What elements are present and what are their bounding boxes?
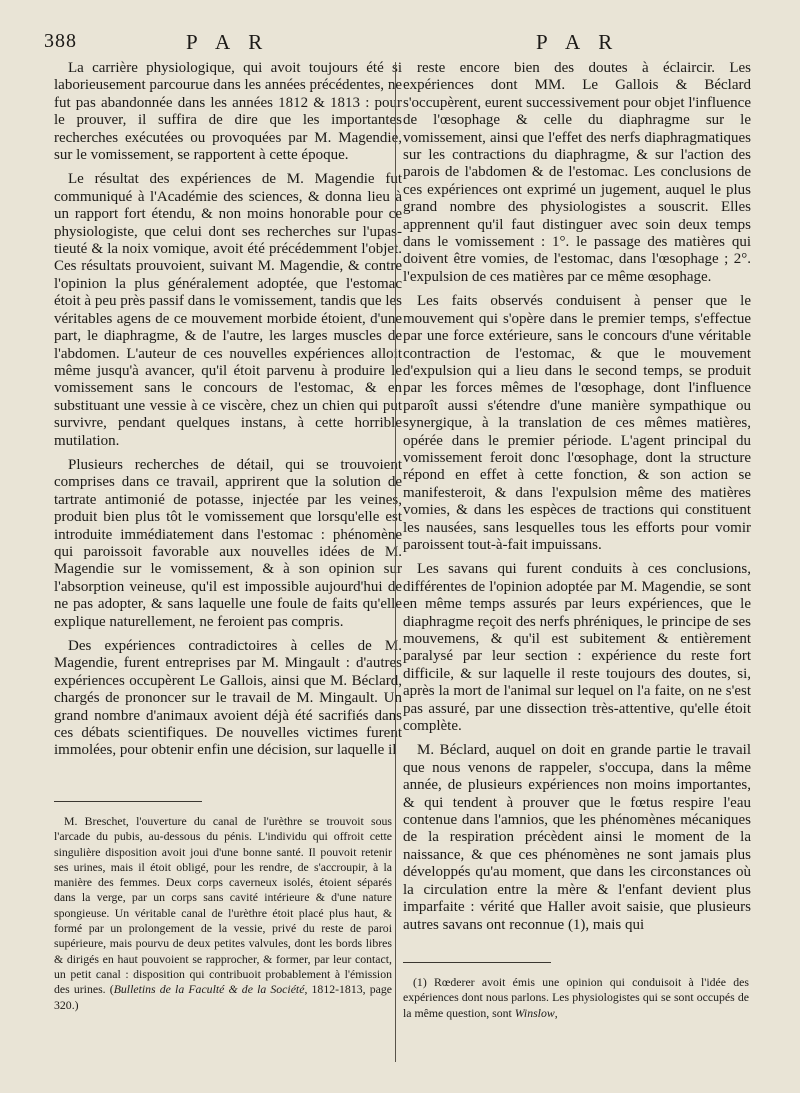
footnote-text: (1) Rœderer avoit émis une opinion qui conduisoit à l'idée des expériences dont nous parlons. Les physiologistes qui se sont occupés de la même question, sont: [403, 975, 749, 1020]
page-header: [0, 30, 800, 62]
footnote-right: [403, 975, 749, 1021]
left-column: [54, 60, 402, 760]
paragraph: Le résultat des expériences de M. Magendie fut communiqué à l'Académie des sciences, & donna lieu à un rapport fort étendu, & non moins honorable pour ce physiologiste, que celui dont ses recherches sur l'upas-tieuté & la noix vomique, avoit été précédemment l'objet. Ces résultats prouvoient, suivant M. Magendie, & contre l'opinion la plus généralement adoptée, que l'estomac étoit à peu près passif dans le vomissement, tandis que les véritables agens de ce mouvement morbide étoient, d'une part, le diaphragme, & de l'autre, les larges muscles de l'abdomen. L'auteur de ces nouvelles expériences alloit même jusqu'à avancer, qu'il étoit parvenu à produire le vomissement sans le concours de l'estomac, & en substituant une vessie à ce viscère, chez un chien qui put survivre, pendant quelques instans, à cette horrible mutilation.: [54, 171, 402, 449]
footnote-end: ,: [554, 1005, 558, 1020]
footnote-citation: Bulletins de la Faculté & de la Société: [113, 982, 305, 997]
footnote-left: [54, 814, 392, 1013]
paragraph: Les savans qui furent conduits à ces conclusions, différentes de l'opinion adoptée par M. Magendie, se sont en même temps assurés par leurs expériences, que le diaphragme reçoit des nerfs phréniques, le principe de ses mouvemens, & qu'il est subitement & entièrement paralysé par leur section : expérience du reste fort difficile, & sur laquelle il reste toujours des doutes, si, après la mort de l'animal sur lequel on l'a faite, on ne s'est pas assuré, par une dissection très-attentive, qu'elle étoit complète.: [403, 561, 751, 735]
running-head-left: P A R: [186, 30, 270, 54]
paragraph: Les faits observés conduisent à penser que le mouvement qui s'opère dans le premier temps, s'effectue par une force extérieure, sans le concours d'une véritable contraction de l'estomac, & que le mouvement d'expulsion qui a lieu dans le second temps, se produit par les forces mêmes de l'œsophage, dont l'influence paroît aussi s'étendre d'une manière sympathique ou synergique, à la translation de ces mêmes matières, opérée dans le premier période. L'agent principal du vomissement feroit donc l'œsophage, dont la structure répond en effet à cette fonction, & son action se manifesteroit, & dans l'expulsion même des matières vomies, & dans les espèces de tractions qui constituent les nausées, sans lesquelles tous les efforts pour vomir paroissent tout-à-fait impuissans.: [403, 293, 751, 553]
footnote-citation-end: , 1812-1813, page 320.): [54, 982, 392, 1012]
footnote-rule-right: [403, 962, 551, 963]
footnote-name: Winslow: [514, 1005, 555, 1020]
footnote-rule-left: [54, 801, 202, 802]
paragraph: M. Béclard, auquel on doit en grande partie le travail que nous venons de rappeler, s'occupa, dans la même année, de plusieurs expériences non moins importantes, & qui tendent à prouver que le fœtus respire l'eau contenue dans l'amnios, que les phénomènes mécaniques de la respiration précèdent ainsi le moment de la naissance, & que ces phénomènes ne sont jamais plus développés qu'au moment, que dans les circonstances où la circulation entre la mère & l'enfant devient plus imparfaite : vérité que Haller avoit saisie, que plusieurs autres savans ont reconnue (1), mais qui: [403, 742, 751, 933]
right-column: [403, 60, 751, 934]
running-head-right: P A R: [536, 30, 620, 54]
footnote-text: M. Breschet, l'ouverture du canal de l'urèthre se trouvoit sous l'arcade du pubis, au-dessous du pénis. L'individu qui offroit cette singulière disposition avoit joui d'une bonne santé. Il pouvoit retenir ses urines, mais il étoit obligé, pour les rendre, de s'accroupir, à la manière des femmes. Deux corps caverneux isolés, étoient séparés dans la verge, par un corps sans cavité intérieure & d'une nature spongieuse. Un véritable canal de l'urèthre étoit placé plus haut, & formé par un prolongement de la vessie, privé du reste de paroi supérieure, mais pourvu de deux petites valvules, dont les bords libres & dirigés en haut pouvoient se rapprocher, & former, par leur contact, un petit canal : disposition qui contribuoit probablement à l'émission des urines. (: [54, 814, 392, 997]
page-number: 388: [44, 30, 77, 52]
paragraph: reste encore bien des doutes à éclaircir. Les expériences dont MM. Le Gallois & Béclard s'occupèrent, eurent successivement pour objet l'influence de l'œsophage & celle du diaphragme sur le vomissement, ainsi que l'effet des nerfs diaphragmatiques sur les contractions du diaphragme, & sur l'action des parois de l'abdomen & de l'estomac. Les conclusions de ces expériences ont exprimé un jugement, auquel le plus grand nombre des physiologistes a souscrit. Elles apprennent qu'il faut distinguer avec soin deux temps dans le vomissement : 1°. le passage des matières qui doivent être vomies, de l'estomac, dans l'œsophage ; 2°. l'expulsion de ces matières par ce même œsophage.: [403, 60, 751, 285]
paragraph: Des expériences contradictoires à celles de M. Magendie, furent entreprises par M. Mingault : d'autres expériences occupèrent Le Gallois, ainsi que M. Béclard, chargés de prononcer sur le travail de M. Mingault. Un grand nombre d'animaux avoient déjà été sacrifiés dans ces débats scientifiques. De nouvelles victimes furent immolées, pour obtenir enfin une décision, sur laquelle il: [54, 638, 402, 759]
column-divider: [395, 62, 396, 1062]
paragraph: Plusieurs recherches de détail, qui se trouvoient comprises dans ce travail, apprirent que la solution de tartrate antimonié de potasse, injectée par les veines, produit bien plus tôt le vomissement que lorsqu'elle est introduite immédiatement dans l'estomac : phénomène qui paroissoit favorable aux nouvelles idées de M. Magendie sur le vomissement, & à son opinion sur l'absorption veineuse, qu'il est impossible aujourd'hui de ne pas adopter, & sans laquelle une foule de faits qu'elle explique naturellement, ne feroient pas compris.: [54, 456, 402, 630]
paragraph: La carrière physiologique, qui avoit toujours été si laborieusement parcourue dans les années précédentes, ne fut pas abandonnée dans les années 1812 & 1813 : pour le prouver, il suffira de dire que les importantes recherches exécutées ou provoquées par M. Magendie, sur le vomissement, se rapportent à cette époque.: [54, 60, 402, 164]
